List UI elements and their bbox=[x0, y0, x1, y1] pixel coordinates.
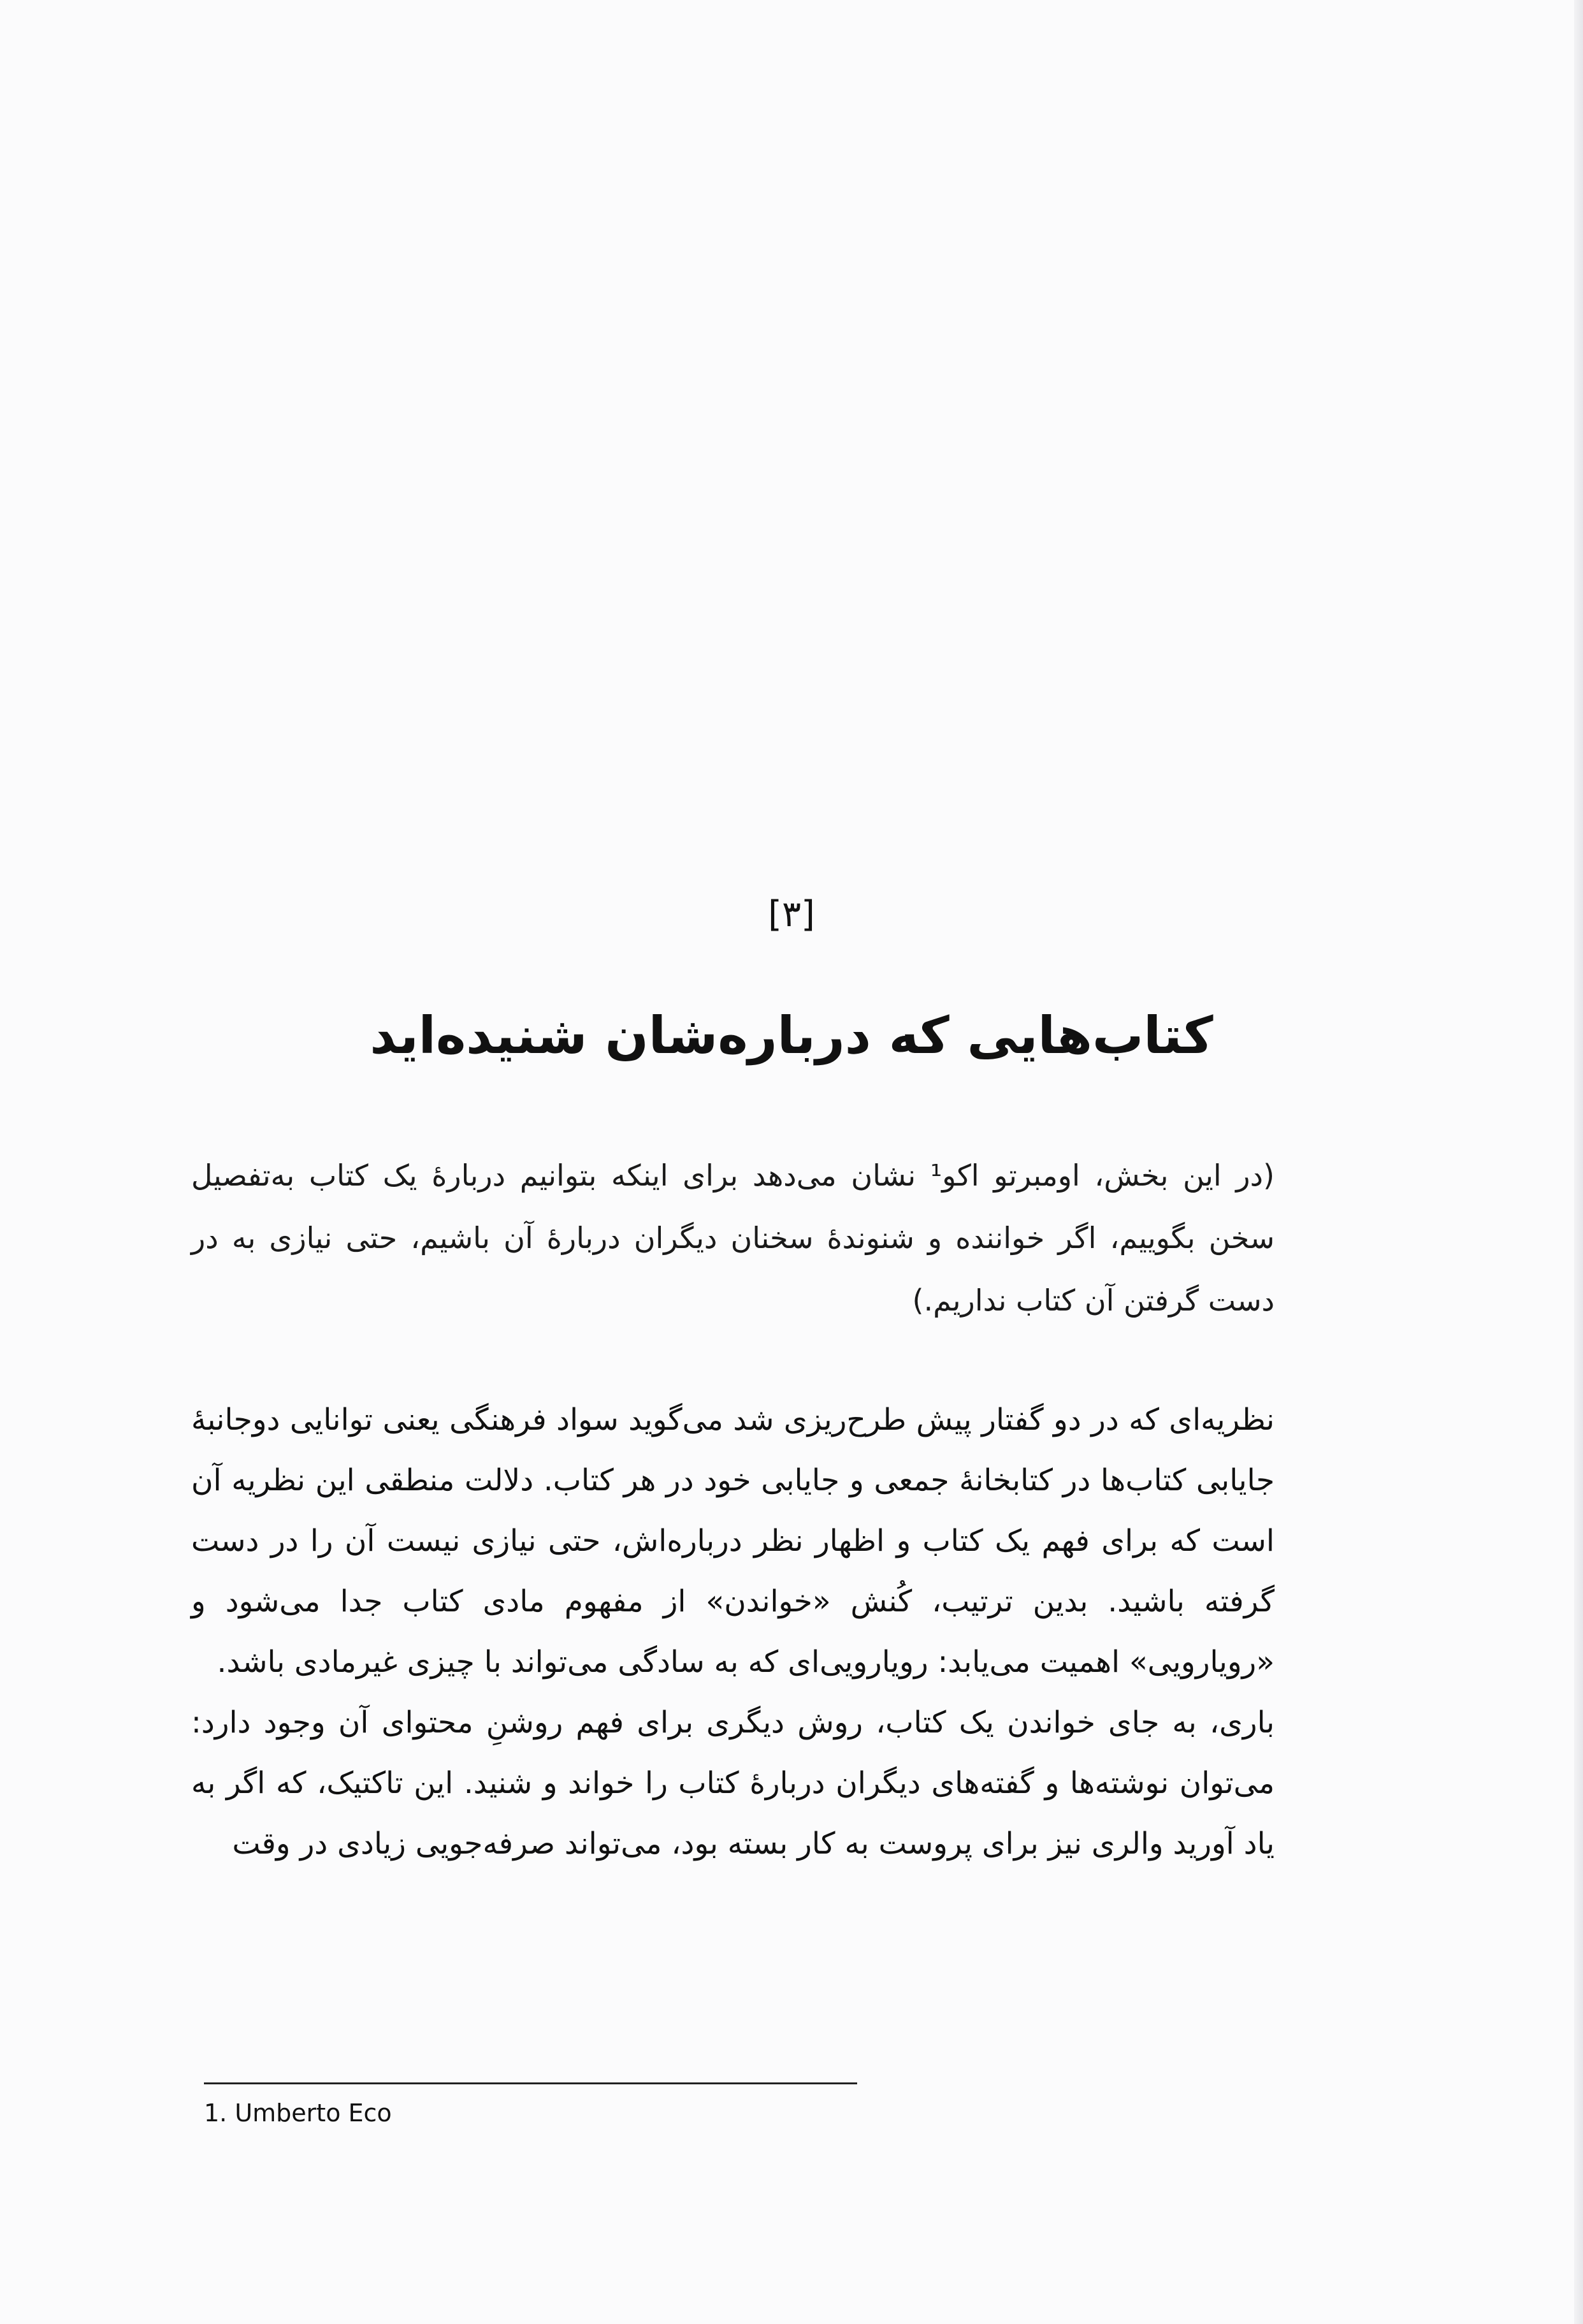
footnote: 1. Umberto Eco bbox=[204, 2099, 392, 2127]
page-edge bbox=[1574, 0, 1583, 2324]
paragraph: باری، به جای خواندن یک کتاب، روش دیگری برای فهم روشنِ محتوای آن وجود دارد: می‌توان نوشته‌ها و گفته‌های دیگران دربارهٔ کتاب را خواند و شنید. این تاکتیک، که اگر به یاد آورید والری نیز برای پروست به کار بسته بود، می‌تواند صرفه‌جویی زیادی در وقت bbox=[191, 1705, 1275, 1861]
paragraph: نظریه‌ای که در دو گفتار پیش طرح‌ریزی شد می‌گوید سواد فرهنگی یعنی توانایی دوجانبهٔ جایابی کتاب‌ها در کتابخانهٔ جمعی و جایابی خود در هر کتاب. دلالت منطقی این نظریه آن است که برای فهم یک کتاب و اظهار نظر درباره‌اش، حتی نیازی نیست آن را در دست گرفته باشید. بدین ترتیب، کُنش «خواندن» از مفهوم مادی کتاب جدا می‌شود و «رویارویی» اهمیت می‌یابد: رویارویی‌ای که به سادگی می‌تواند با چیزی غیرمادی باشد. bbox=[191, 1402, 1275, 1680]
chapter-title: کتاب‌هایی که درباره‌شان شنیده‌اید bbox=[370, 1006, 1213, 1065]
body-text bbox=[191, 1390, 1275, 1874]
chapter-intro: (در این بخش، اومبرتو اکو¹ نشان می‌دهد برای اینکه بتوانیم دربارهٔ یک کتاب به‌تفصیل سخن بگوییم، اگر خواننده و شنوندهٔ سخنان دیگران دربارهٔ آن باشیم، حتی نیازی به در دست گرفتن آن کتاب نداریم.) bbox=[191, 1158, 1275, 1318]
footnote-divider bbox=[204, 2082, 857, 2084]
chapter-number: [۳] bbox=[768, 894, 815, 935]
